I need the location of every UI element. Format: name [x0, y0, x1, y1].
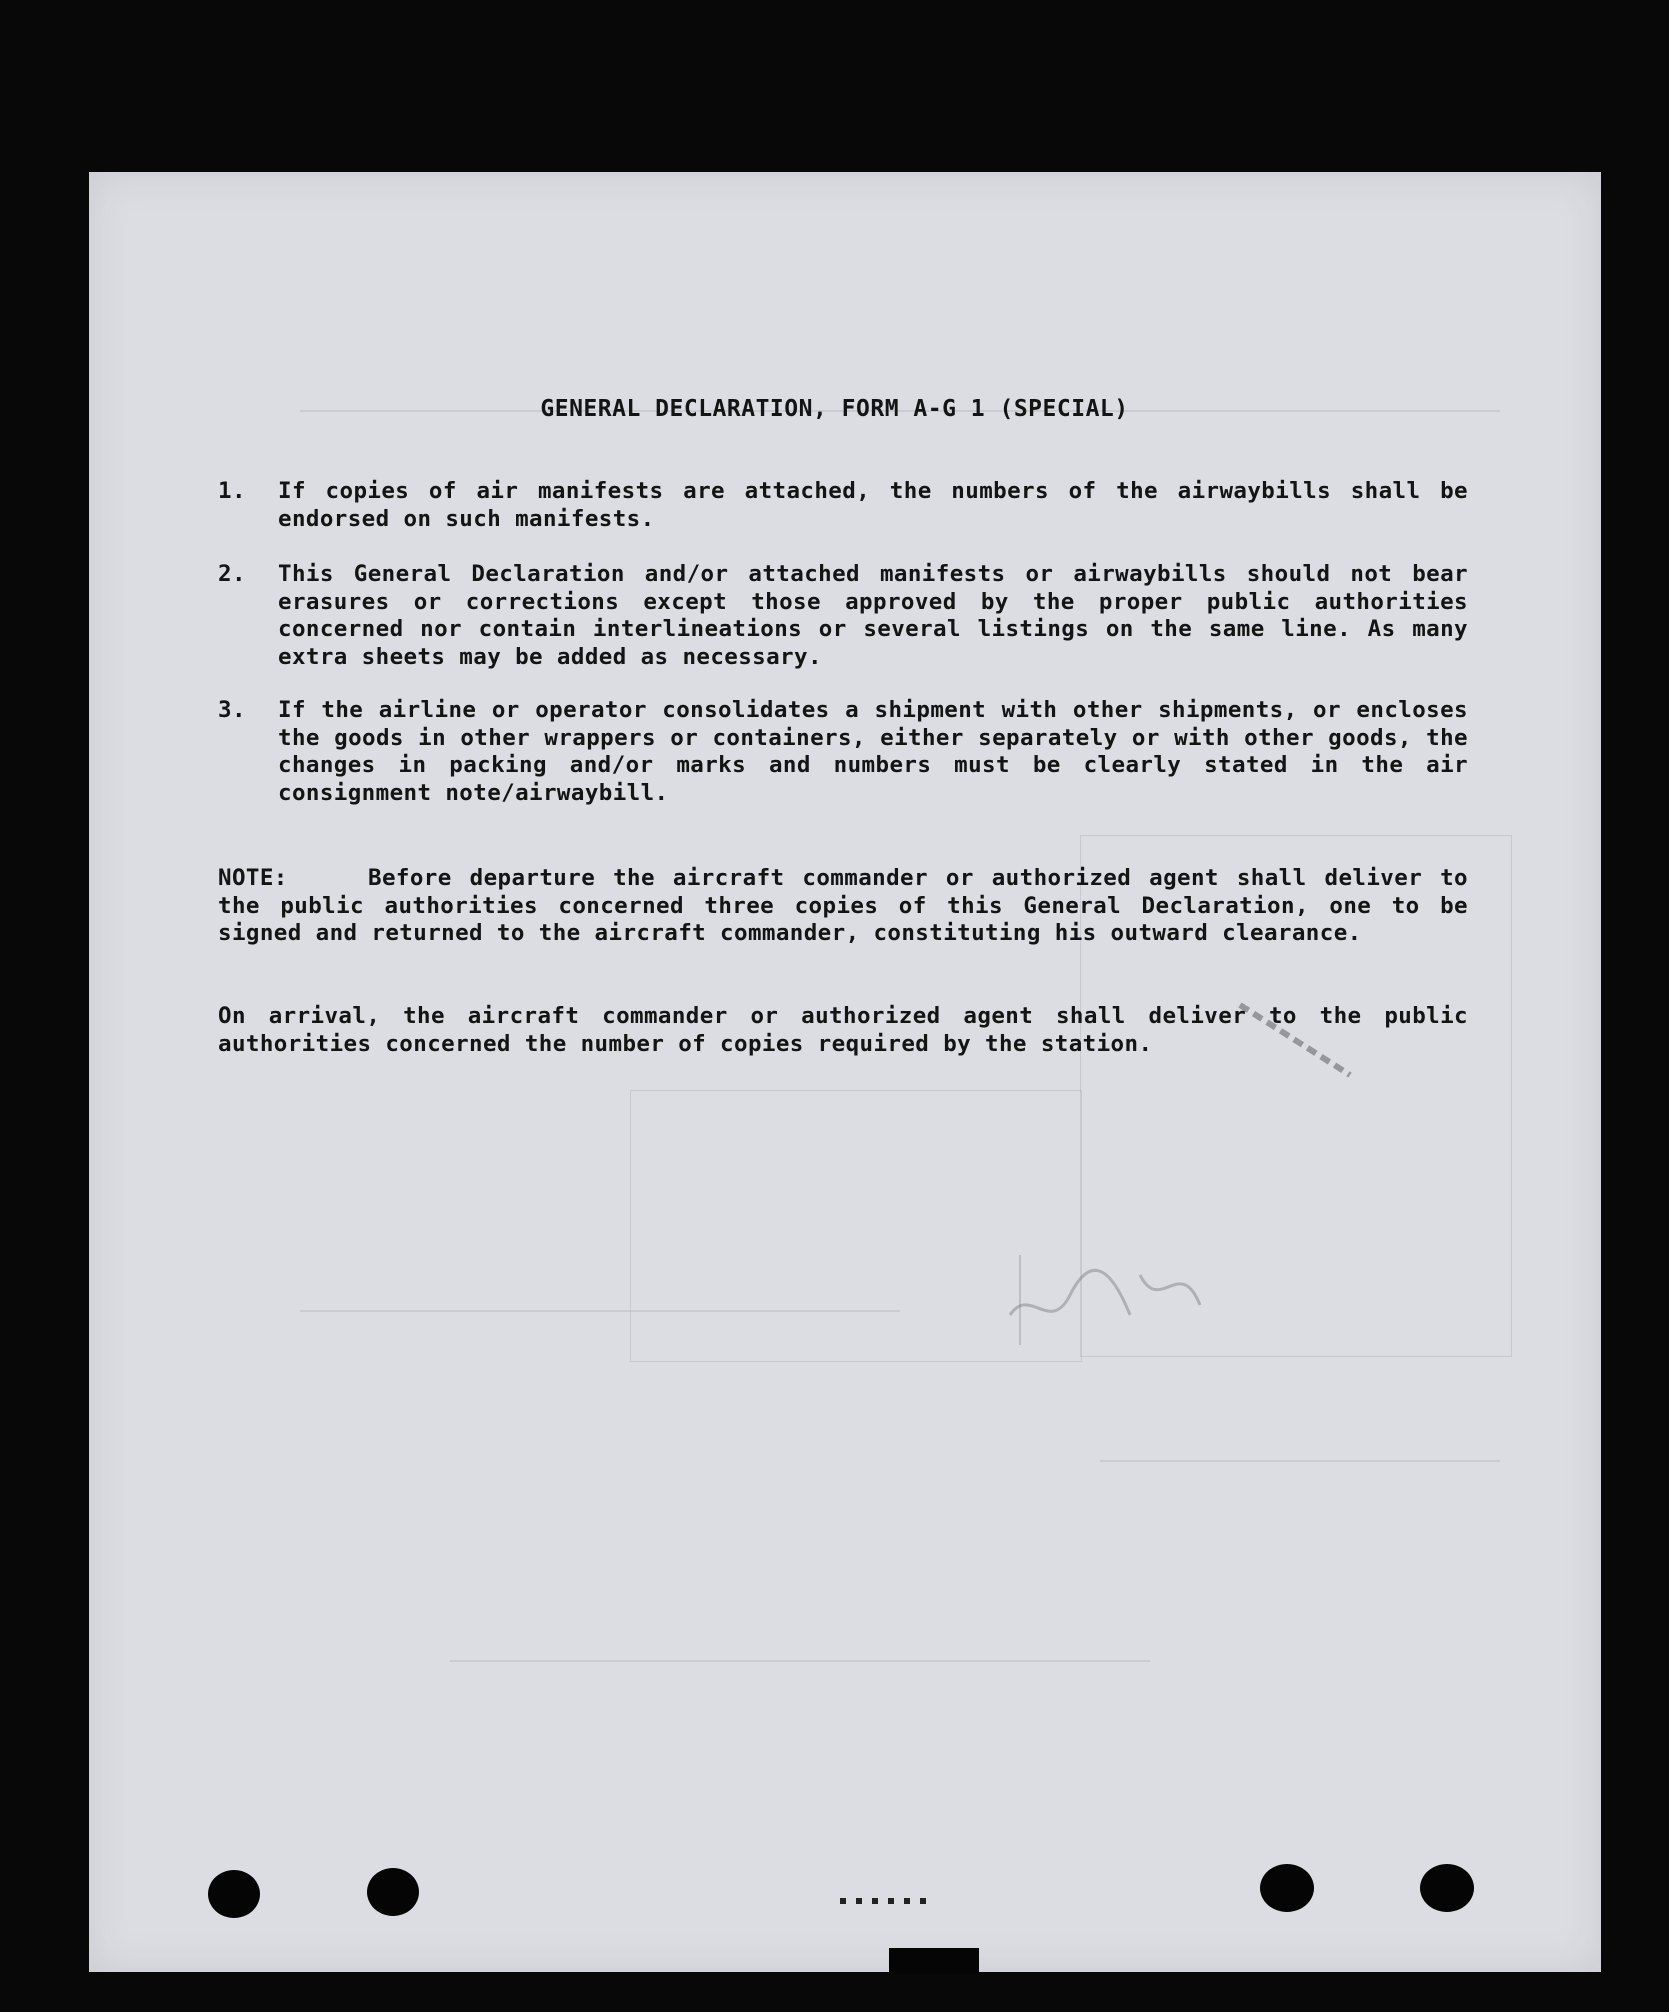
list-item — [218, 561, 1468, 671]
bleed-through-line — [450, 1660, 1150, 1662]
item-text: This General Declaration and/or attached manifests or airwaybills should not bear erasures or corrections except those approved by the proper public authorities concerned nor contain interlineations or several listings on the same line. As many extra sheets may be added as necessary. — [278, 561, 1468, 670]
arrival-paragraph: On arrival, the aircraft commander or authorized agent shall deliver to the public authorities concerned the number of copies required by the station. — [218, 1003, 1468, 1057]
note-label: NOTE: — [218, 865, 288, 891]
punch-hole — [1420, 1864, 1474, 1912]
faint-stamp-mark — [1230, 995, 1370, 1085]
punch-hole — [367, 1868, 419, 1916]
bleed-through-line — [1100, 1460, 1500, 1462]
list-item — [218, 478, 1468, 533]
item-number: 2. — [218, 561, 246, 587]
faint-stamp-mark — [990, 1225, 1250, 1355]
punch-hole — [1260, 1864, 1314, 1912]
note-paragraph — [218, 865, 1468, 948]
item-text: If the airline or operator consolidates a shipment with other shipments, or encloses the goods in other wrappers or containers, either separately or with other goods, the changes in packing and/or marks and numbers must be clearly stated in the air consignment note/airwaybill. — [278, 697, 1468, 806]
binding-tab — [889, 1948, 979, 1974]
punch-hole — [208, 1870, 260, 1918]
item-number: 1. — [218, 478, 246, 504]
item-number: 3. — [218, 697, 246, 723]
note-text: Before departure the aircraft commander or authorized agent shall deliver to the public authorities concerned three copies of this General Declaration, one to be signed and returned to the aircraft commander, constituting his outward clearance. — [218, 865, 1468, 946]
list-item — [218, 697, 1468, 807]
bleed-through-line — [300, 1310, 900, 1312]
specks — [840, 1898, 930, 1904]
item-text: If copies of air manifests are attached, the numbers of the airwaybills shall be endorsed on such manifests. — [278, 478, 1468, 532]
page-title: GENERAL DECLARATION, FORM A-G 1 (SPECIAL) — [540, 396, 1129, 422]
